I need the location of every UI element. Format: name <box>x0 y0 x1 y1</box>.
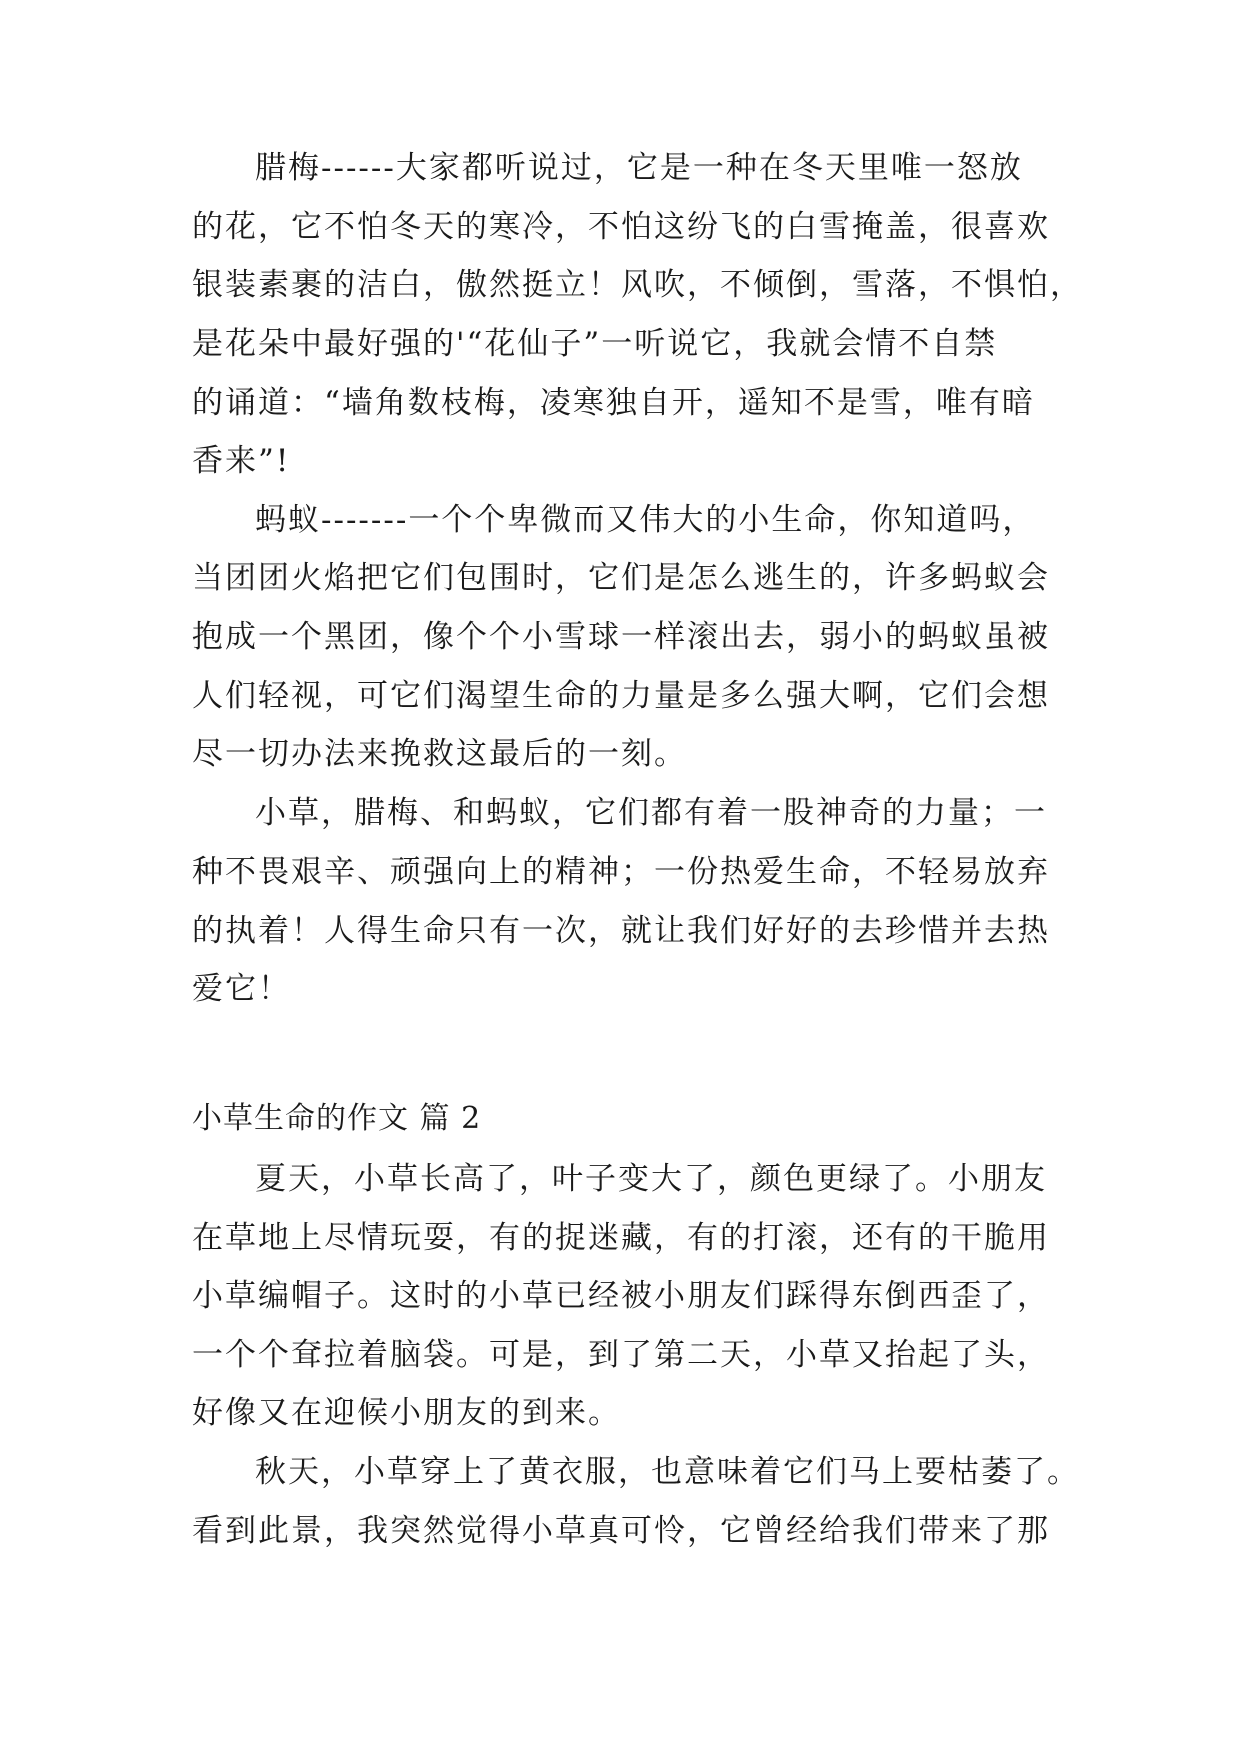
paragraph-1-line-3: 银装素裹的洁白，傲然挺立！风吹，不倾倒，雪落，不惧怕， <box>192 267 1083 303</box>
paragraph-3-line-3: 的执着！人得生命只有一次，就让我们好好的去珍惜并去热 <box>192 913 1050 949</box>
paragraph-2-line-3: 抱成一个黑团，像个个小雪球一样滚出去，弱小的蚂蚁虽被 <box>192 619 1050 655</box>
paragraph-1-line-2: 的花，它不怕冬天的寒冷，不怕这纷飞的白雪掩盖，很喜欢 <box>192 209 1050 245</box>
paragraph-2-line-2: 当团团火焰把它们包围时，它们是怎么逃生的，许多蚂蚁会 <box>192 560 1050 596</box>
paragraph-2-line-5: 尽一切办法来挽救这最后的一刻。 <box>192 736 687 772</box>
paragraph-2-line-4: 人们轻视，可它们渴望生命的力量是多么强大啊，它们会想 <box>192 678 1050 714</box>
paragraph-1-line-6: 香来”! <box>192 443 291 479</box>
paragraph-4-line-5: 好像又在迎候小朋友的到来。 <box>192 1395 621 1431</box>
paragraph-5-line-2: 看到此景，我突然觉得小草真可怜，它曾经给我们带来了那 <box>192 1513 1050 1549</box>
section-heading: 小草生命的作文 篇 2 <box>192 1101 482 1136</box>
paragraph-3-line-2: 种不畏艰辛、顽强向上的精神；一份热爱生命，不轻易放弃 <box>192 854 1050 890</box>
paragraph-1-line-4: 是花朵中最好强的'“花仙子”一听说它，我就会情不自禁 <box>192 326 998 362</box>
paragraph-4-line-1: 夏天，小草长高了，叶子变大了，颜色更绿了。小朋友 <box>255 1161 1047 1197</box>
paragraph-3-line-1: 小草，腊梅、和蚂蚁，它们都有着一股神奇的力量；一 <box>255 795 1047 831</box>
paragraph-1-line-1: 腊梅------大家都听说过，它是一种在冬天里唯一怒放 <box>255 150 1023 186</box>
paragraph-4-line-2: 在草地上尽情玩耍，有的捉迷藏，有的打滚，还有的干脆用 <box>192 1220 1050 1256</box>
paragraph-4-line-4: 一个个耷拉着脑袋。可是，到了第二天，小草又抬起了头， <box>192 1337 1050 1373</box>
paragraph-3-line-4: 爱它！ <box>192 971 291 1007</box>
paragraph-2-line-1: 蚂蚁-------一个个卑微而又伟大的小生命，你知道吗， <box>255 502 1036 538</box>
paragraph-5-line-1: 秋天，小草穿上了黄衣服，也意味着它们马上要枯萎了。 <box>255 1454 1080 1490</box>
paragraph-4-line-3: 小草编帽子。这时的小草已经被小朋友们踩得东倒西歪了， <box>192 1278 1050 1314</box>
paragraph-1-line-5: 的诵道：“墙角数枝梅，凌寒独自开，遥知不是雪，唯有暗 <box>192 385 1035 421</box>
